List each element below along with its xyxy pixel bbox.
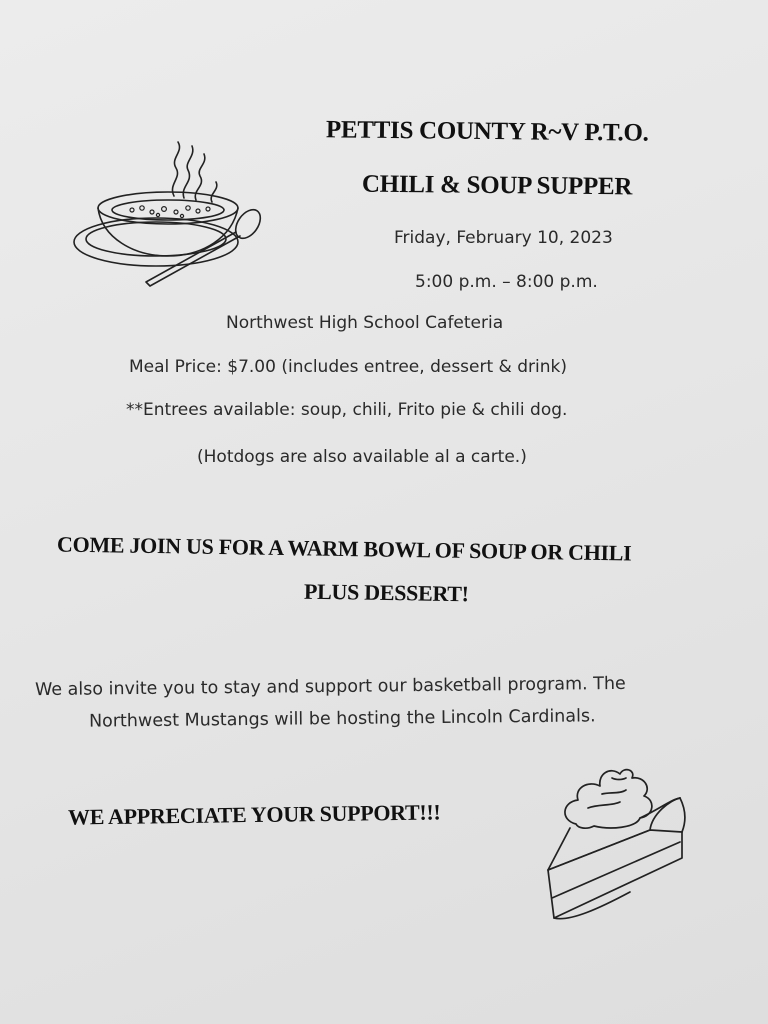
event-date: Friday, February 10, 2023	[394, 228, 613, 248]
meal-price: Meal Price: $7.00 (includes entree, dessert & drink)	[129, 357, 567, 377]
call-to-action-line1: COME JOIN US FOR A WARM BOWL OF SOUP OR CHILI	[56, 531, 632, 566]
event-title-line1: PETTIS COUNTY R~V P.T.O.	[325, 116, 649, 147]
event-time: 5:00 p.m. – 8:00 p.m.	[415, 272, 598, 292]
pie-slice-icon	[540, 758, 688, 933]
event-title-line2: CHILI & SOUP SUPPER	[361, 170, 633, 201]
soup-bowl-icon	[72, 136, 267, 296]
event-location: Northwest High School Cafeteria	[226, 313, 504, 333]
entrees-available: **Entrees available: soup, chili, Frito pie & chili dog.	[126, 400, 568, 420]
basketball-invite-line2: Northwest Mustangs will be hosting the Lincoln Cardinals.	[88, 706, 596, 732]
appreciation-message: WE APPRECIATE YOUR SUPPORT!!!	[67, 799, 441, 830]
call-to-action-line2: PLUS DESSERT!	[303, 578, 469, 607]
basketball-invite-line1: We also invite you to stay and support our basketball program. The	[34, 673, 626, 701]
hotdogs-note: (Hotdogs are also available al a carte.)	[197, 447, 527, 467]
